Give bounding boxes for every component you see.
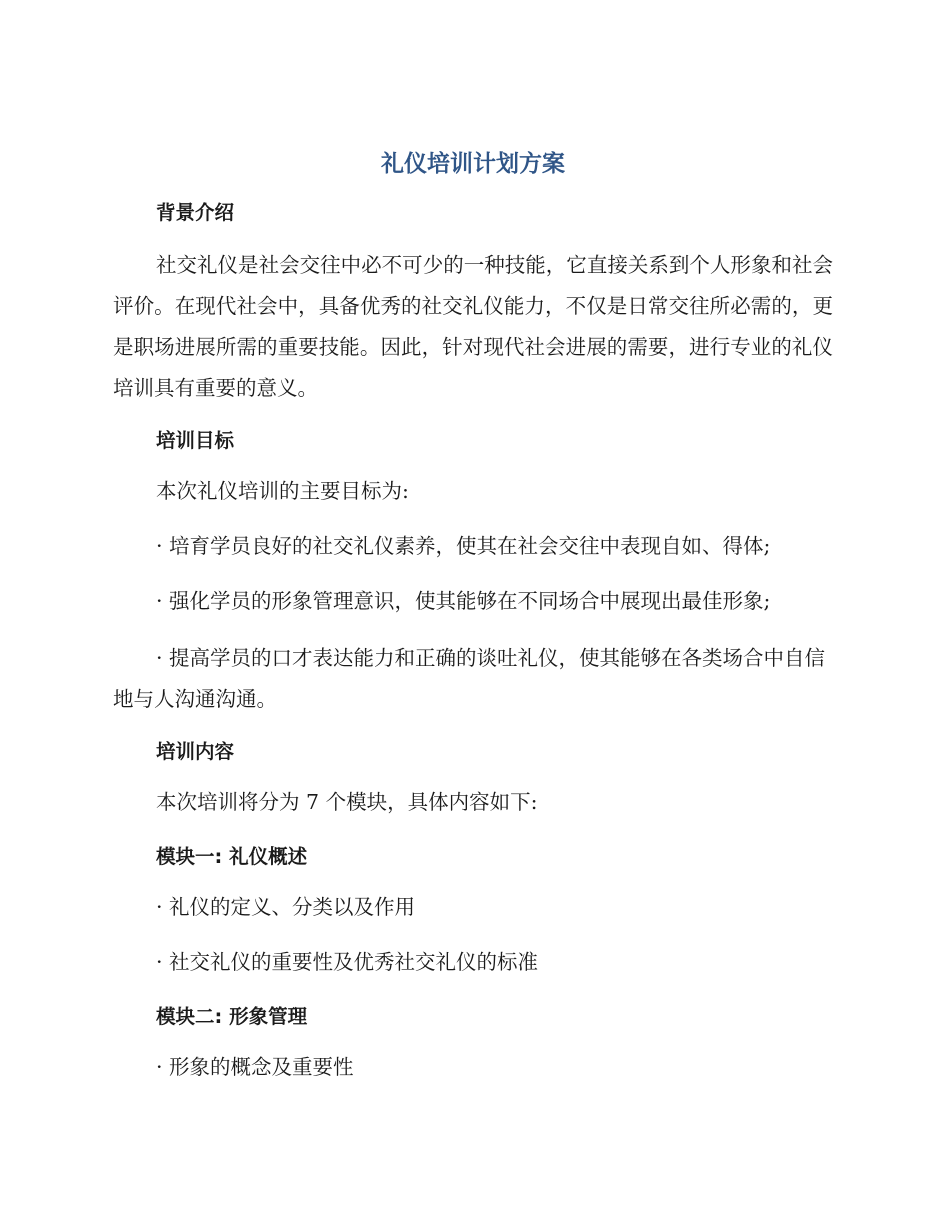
goals-intro: 本次礼仪培训的主要目标为:: [156, 479, 409, 503]
content-intro: 本次培训将分为 7 个模块，具体内容如下:: [156, 790, 538, 814]
section-heading-goals: 培训目标: [156, 429, 235, 452]
document-body: [113, 146, 833, 1104]
background-paragraph: 社交礼仪是社会交往中必不可少的一种技能，它直接关系到个人形象和社会评价。在现代社会中，具备优秀的社交礼仪能力，不仅是日常交往所必需的，更是职场进展所需的重要技能。因此，针对现代社会进展的需要，进行专业的礼仪培训具有重要的意义。: [113, 253, 833, 400]
module-heading: 模块二: 形象管理: [156, 1005, 308, 1028]
goal-item: · 培育学员良好的社交礼仪素养，使其在社会交往中表现自如、得体;: [156, 534, 771, 558]
goal-item: · 强化学员的形象管理意识，使其能够在不同场合中展现出最佳形象;: [156, 589, 771, 613]
module-item: · 形象的概念及重要性: [156, 1055, 354, 1079]
module-item: · 社交礼仪的重要性及优秀社交礼仪的标准: [156, 950, 539, 974]
module-heading: 模块一: 礼仪概述: [156, 845, 308, 868]
module-item: · 礼仪的定义、分类以及作用: [156, 895, 416, 919]
goal-item: · 提高学员的口才表达能力和正确的谈吐礼仪，使其能够在各类场合中自信地与人沟通沟通。: [113, 646, 826, 711]
section-heading-content: 培训内容: [156, 740, 235, 763]
section-heading-background: 背景介绍: [156, 201, 235, 224]
document-title: 礼仪培训计划方案: [381, 151, 565, 177]
